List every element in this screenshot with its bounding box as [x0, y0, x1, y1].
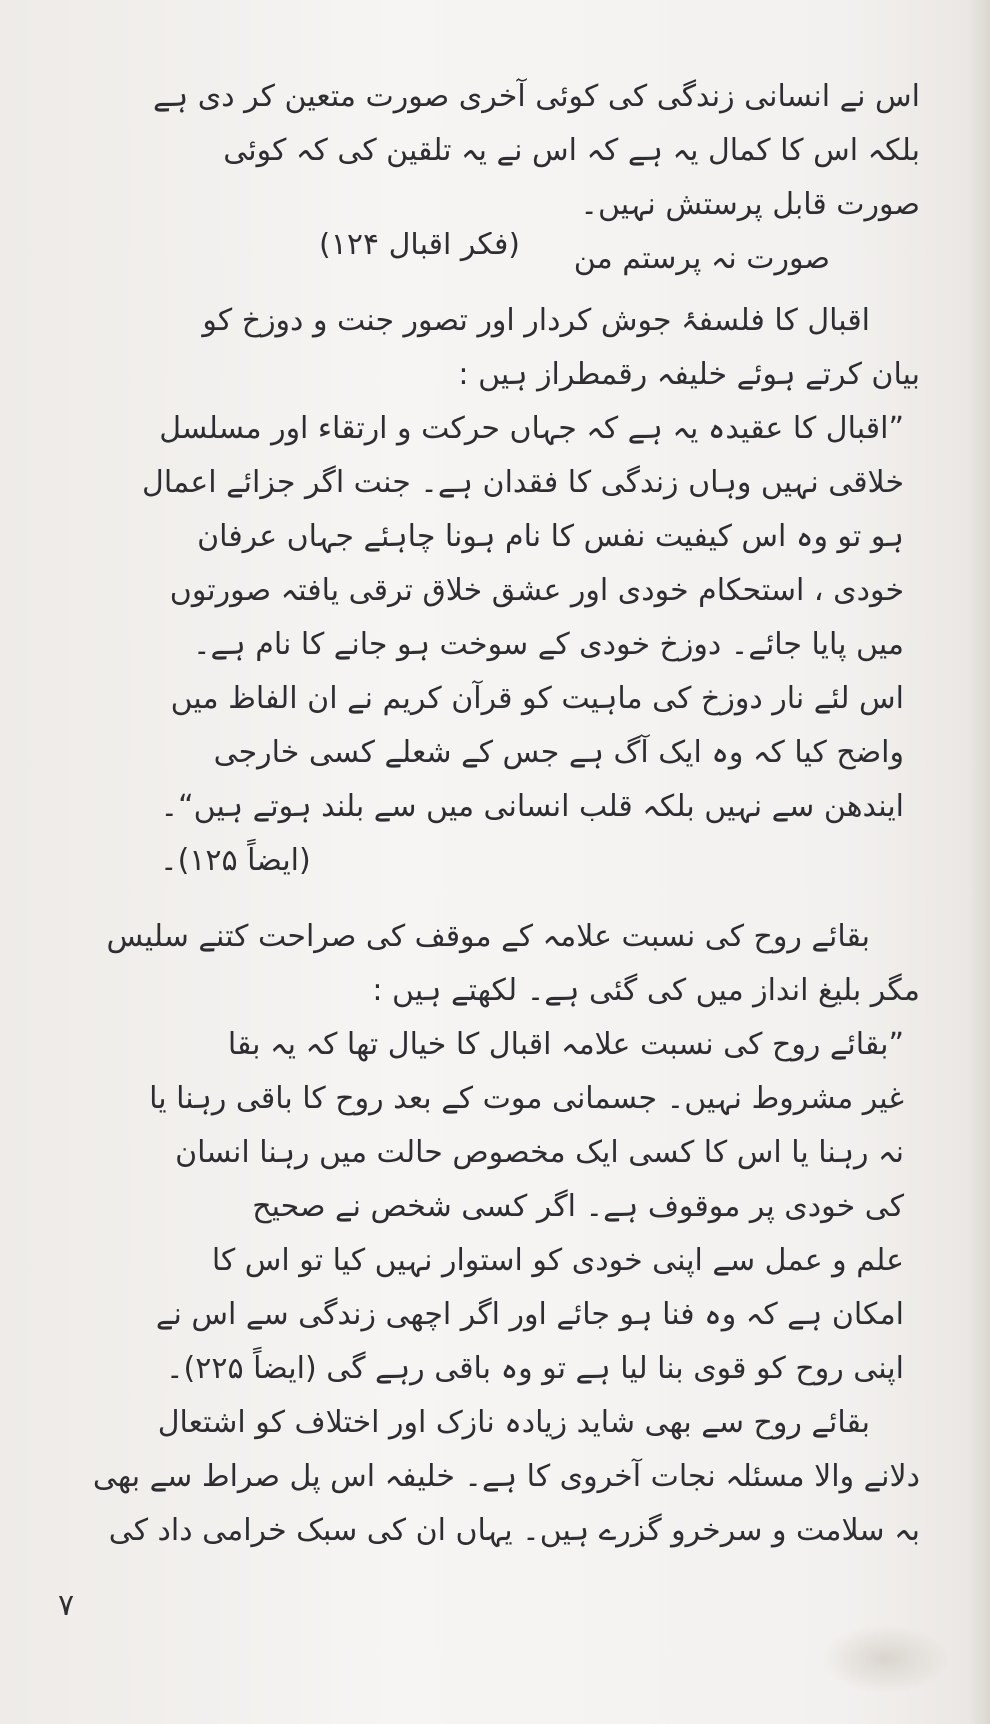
quote-line: ”اقبال کا عقیدہ یہ ہے کہ جہاں حرکت و ارتقاء اور مسلسل	[159, 411, 904, 446]
page-edge-shadow	[968, 0, 990, 1724]
text-line: اقبال کا فلسفۂ جوش کردار اور تصور جنت و دوزخ کو	[202, 303, 870, 338]
quote-line: علم و عمل سے اپنی خودی کو استوار نہیں کیا تو اس کا	[211, 1243, 904, 1278]
quote-line: ایندھن سے نہیں بلکہ قلب انسانی میں سے بلند ہوتے ہیں“۔	[160, 789, 904, 824]
paragraph-1	[70, 70, 920, 232]
quote-line: نہ رہنا یا اس کا کسی ایک مخصوص حالت میں رہنا انسان	[175, 1135, 904, 1170]
verse-line: صورت نہ پرستم من	[573, 241, 830, 276]
quote-line: خودی ، استحکام خودی اور عشق خلاق ترقی یافتہ صورتوں	[169, 573, 904, 608]
text-line: صورت قابل پرستش نہیں۔	[580, 187, 920, 222]
text-line: بلکہ اس کا کمال یہ ہے کہ اس نے یہ تلقین کی کہ کوئی	[223, 133, 920, 168]
paragraph-2	[70, 294, 920, 402]
quote-line: غیر مشروط نہیں۔ جسمانی موت کے بعد روح کا باقی رہنا یا	[149, 1081, 904, 1116]
quote-line: اس لئے نار دوزخ کی ماہیت کو قرآن کریم نے ان الفاظ میں	[170, 681, 904, 716]
quote-line: ہو تو وہ اس کیفیت نفس کا نام ہونا چاہئے جہاں عرفان	[197, 519, 904, 554]
text-line: مگر بلیغ انداز میں کی گئی ہے۔ لکھتے ہیں :	[372, 973, 920, 1008]
quote-line: اپنی روح کو قوی بنا لیا ہے تو وہ باقی رہے گی (ایضاً ۲۲۵)۔	[165, 1351, 904, 1386]
page-body	[70, 70, 920, 1558]
quote-line: ”بقائے روح کی نسبت علامہ اقبال کا خیال تھا کہ یہ بقا	[227, 1027, 904, 1062]
text-line: بہ سلامت و سرخرو گزرے ہیں۔ یہاں ان کی سبک خرامی داد کی	[108, 1513, 920, 1548]
quote-1	[70, 402, 920, 888]
text-line: بیان کرتے ہوئے خلیفہ رقمطراز ہیں :	[458, 357, 920, 392]
paper-stain	[820, 1624, 950, 1694]
quote-line: میں پایا جائے۔ دوزخ خودی کے سوخت ہو جانے کا نام ہے۔	[192, 627, 904, 662]
page-number: ۷	[58, 1588, 75, 1623]
text-line: اس نے انسانی زندگی کی کوئی آخری صورت متعین کر دی ہے	[153, 79, 920, 114]
quote-line: واضح کیا کہ وہ ایک آگ ہے جس کے شعلے کسی خارجی	[213, 735, 904, 770]
quote-line: امکان ہے کہ وہ فنا ہو جائے اور اگر اچھی زندگی سے اس نے	[155, 1297, 904, 1332]
text-line: دلانے والا مسئلہ نجات آخروی کا ہے۔ خلیفہ اس پل صراط سے بھی	[92, 1459, 920, 1494]
paragraph-4	[70, 1396, 920, 1558]
paragraph-3	[70, 910, 920, 1018]
quote-line: کی خودی پر موقوف ہے۔ اگر کسی شخص نے صحیح	[252, 1189, 904, 1224]
quote-2	[70, 1018, 920, 1396]
text-line: بقائے روح کی نسبت علامہ کے موقف کی صراحت کتنے سلیس	[106, 919, 870, 954]
verse-row	[70, 232, 920, 286]
quote-line: خلاقی نہیں وہاں زندگی کا فقدان ہے۔ جنت اگر جزائے اعمال	[142, 465, 904, 500]
text-line: بقائے روح سے بھی شاید زیادہ نازک اور اختلاف کو اشتعال	[157, 1405, 870, 1440]
quote-reference: (ایضاً ۱۲۵)۔	[160, 843, 311, 878]
verse-reference: (فکر اقبال ۱۲۴)	[319, 232, 520, 262]
